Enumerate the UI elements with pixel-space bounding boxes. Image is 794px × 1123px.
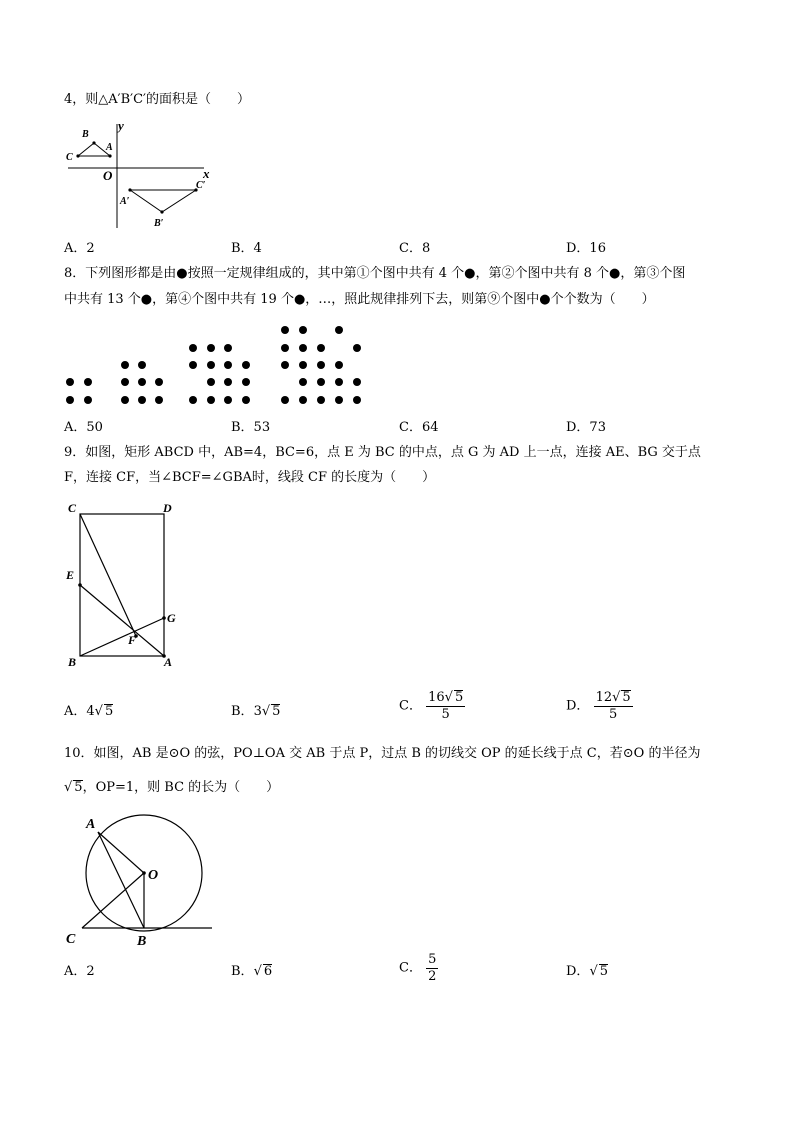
q10-option-a[interactable]: A．2 [64,964,95,979]
q8-option-a[interactable]: A．50 [64,420,103,435]
q4-option-d[interactable]: D．16 [566,241,606,256]
fraction: $\frac{5}{2}$ [428,952,437,984]
point-e-label: E [66,568,75,582]
q8-option-b[interactable]: B．53 [231,420,271,435]
q8-dot-pattern-figure [56,318,376,410]
point-f-label: F [128,633,137,647]
q4-option-b[interactable]: B．4 [231,241,262,256]
q9-option-c[interactable]: C． $\frac{16√ 5}{5}$ [399,690,464,722]
q10-option-d[interactable]: D．√ 5 [566,964,609,979]
point-g-label: G [167,611,176,625]
q9-option-b[interactable]: B．3√ 5 [231,704,281,719]
dot-pattern-4 [281,326,361,404]
point-b-label: B [137,934,147,949]
q4-coordinate-figure [62,116,222,234]
q4-stem: 4，则△A′B′C′的面积是（ ） [64,92,251,107]
point-o-label: O [148,868,159,883]
q9-stem-line1: 9．如图，矩形 ABCD 中，AB=4，BC=6，点 E 为 BC 的中点，点 G 为 AD 上一点，连接 AE、BG 交于点 [64,445,701,460]
q10-option-b[interactable]: B．√ 6 [231,964,273,979]
q8-option-d[interactable]: D．73 [566,420,606,435]
dot-pattern-2 [121,361,163,404]
fraction: $\frac{16√ 5}{5}$ [428,690,464,722]
q8-stem-line2: 中共有 13 个●，第④个图中共有 19 个●，…，照此规律排列下去，则第⑨个图中●个个数为（ ） [64,292,655,307]
q4-option-a[interactable]: A．2 [64,241,95,256]
point-a-label: A [106,142,113,153]
dot-pattern-1 [66,378,92,404]
point-b-label: B [68,655,77,669]
point-a-prime-label: A′ [120,196,130,207]
origin-label: O [103,168,113,183]
point-b-label: B [82,129,89,140]
q8-stem-line1: 8．下列图形都是由●按照一定规律组成的，其中第①个图中共有 4 个●，第②个图中共有 8 个●，第③个图 [64,266,686,281]
y-axis-label: y [118,118,124,133]
point-a-label: A [164,655,173,669]
dot-pattern-3 [189,344,250,404]
q9-stem-line2: F，连接 CF，当∠BCF=∠GBA时，线段 CF 的长度为（ ） [64,470,436,485]
q10-option-c[interactable]: C． $\frac{5}{2}$ [399,952,437,984]
q8-option-c[interactable]: C．64 [399,420,439,435]
point-b-prime-label: B′ [154,218,164,229]
point-c-label: C [66,152,73,163]
point-d-label: D [163,501,172,515]
point-c-label: C [68,501,77,515]
q10-stem-line1: 10．如图，AB 是⊙O 的弦，PO⊥OA 交 AB 于点 P，过点 B 的切线交 OP 的延长线于点 C，若⊙O 的半径为 [64,746,701,761]
q10-circle-figure [60,812,220,952]
x-axis-label: x [203,166,210,181]
q9-option-d[interactable]: D． $\frac{12√ 5}{5}$ [566,690,631,722]
point-c-label: C [66,932,76,947]
q4-option-c[interactable]: C．8 [399,241,431,256]
q10-stem-line2: √ 5，OP=1，则 BC 的长为（ ） [64,780,280,795]
point-c-prime-label: C′ [196,180,206,191]
fraction: $\frac{12√ 5}{5}$ [595,690,631,722]
point-a-label: A [86,817,96,832]
q9-rectangle-figure [60,498,190,670]
q9-option-a[interactable]: A．4√ 5 [64,704,114,719]
